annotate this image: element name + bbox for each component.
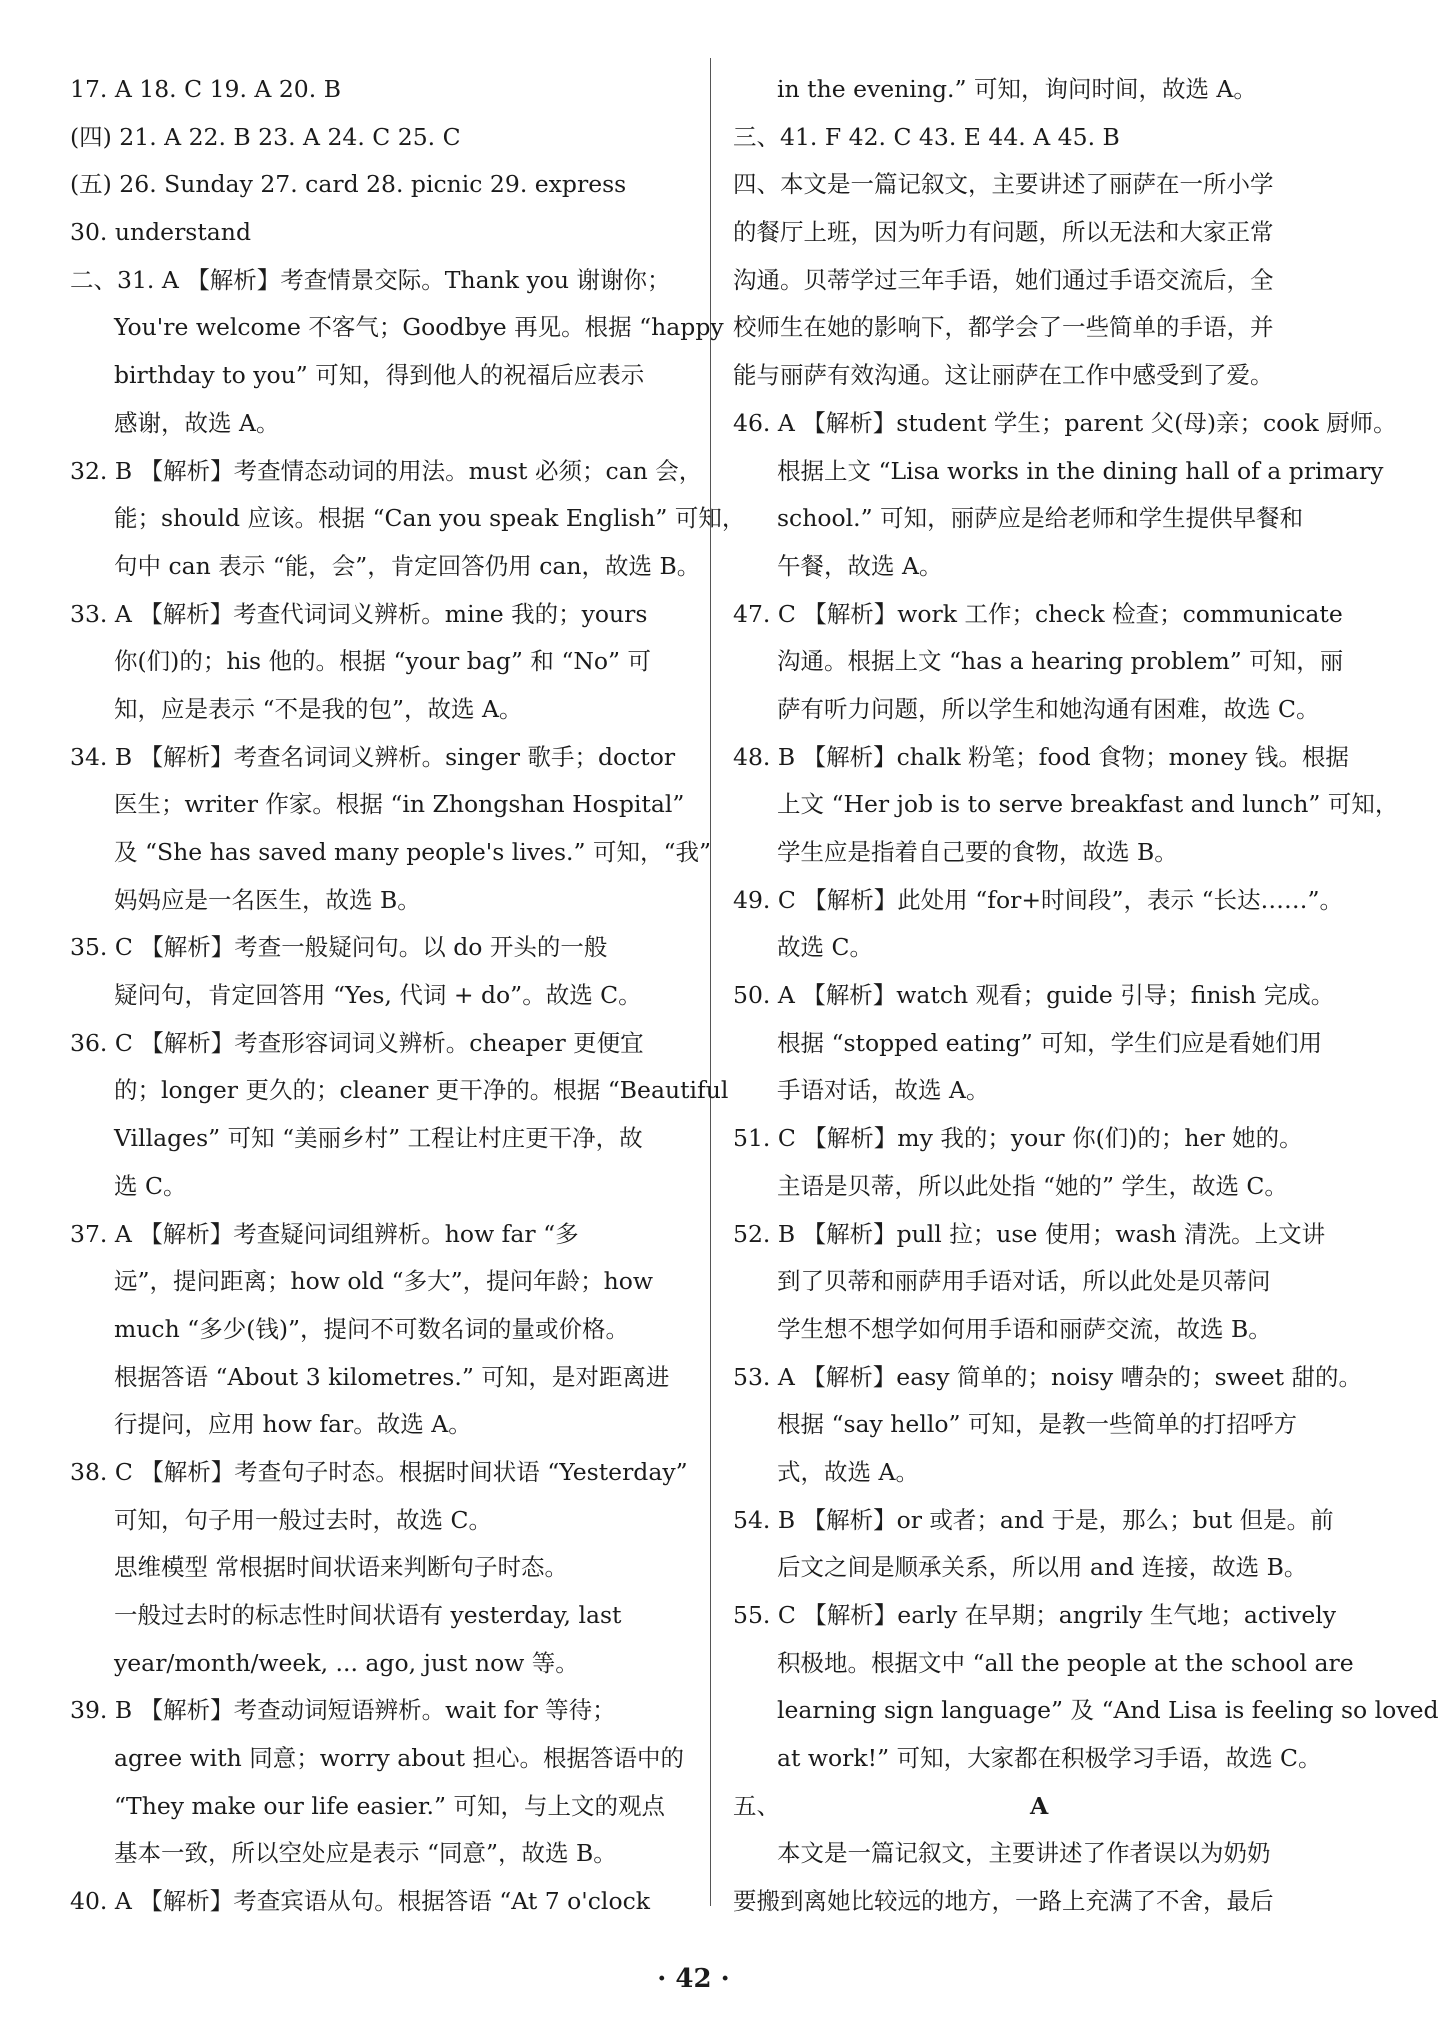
answer-line: 34. B 【解析】考查名词词义辨析。singer 歌手；doctor xyxy=(70,742,676,771)
answer-line: 故选 C。 xyxy=(777,933,873,962)
answer-line: 远”，提问距离；how old “多大”，提问年龄；how xyxy=(114,1267,653,1296)
answer-line: 47. C 【解析】work 工作；check 检查；communicate xyxy=(733,599,1343,628)
answer-line: 式，故选 A。 xyxy=(777,1457,919,1486)
answer-line: 49. C 【解析】此处用 “for+时间段”，表示 “长达……”。 xyxy=(733,885,1344,914)
answer-line: 的餐厅上班，因为听力有问题，所以无法和大家正常 xyxy=(733,218,1274,247)
answer-line: “They make our life easier.” 可知，与上文的观点 xyxy=(114,1791,665,1820)
answer-line: 的；longer 更久的；cleaner 更干净的。根据 “Beautiful xyxy=(114,1076,729,1105)
answer-line: 根据答语 “About 3 kilometres.” 可知，是对距离进 xyxy=(114,1362,670,1391)
answer-line: 基本一致，所以空处应是表示 “同意”，故选 B。 xyxy=(114,1839,617,1868)
answer-line: 要搬到离她比较远的地方，一路上充满了不舍，最后 xyxy=(733,1887,1274,1916)
answer-line: 到了贝蒂和丽萨用手语对话，所以此处是贝蒂问 xyxy=(777,1267,1271,1296)
answer-line: 沟通。贝蒂学过三年手语，她们通过手语交流后，全 xyxy=(733,265,1274,294)
answer-line: 上文 “Her job is to serve breakfast and lunch” 可知， xyxy=(777,790,1399,819)
answer-line: 积极地。根据文中 “all the people at the school are xyxy=(777,1648,1354,1677)
answer-line: 能与丽萨有效沟通。这让丽萨在工作中感受到了爱。 xyxy=(733,361,1274,390)
left-column xyxy=(70,66,746,1926)
answer-line: 疑问句，肯定回答用 “Yes, 代词 + do”。故选 C。 xyxy=(114,981,642,1010)
answer-line: year/month/week, ... ago, just now 等。 xyxy=(114,1648,579,1677)
answer-line: 根据上文 “Lisa works in the dining hall of a primary xyxy=(777,456,1384,485)
answer-line: 52. B 【解析】pull 拉；use 使用；wash 清洗。上文讲 xyxy=(733,1219,1326,1248)
answer-line: 33. A 【解析】考查代词词义辨析。mine 我的；yours xyxy=(70,599,648,628)
answer-line: 萨有听力问题，所以学生和她沟通有困难，故选 C。 xyxy=(777,694,1320,723)
answer-line: 感谢，故选 A。 xyxy=(114,408,280,437)
answer-line: 医生；writer 作家。根据 “in Zhongshan Hospital” xyxy=(114,790,685,819)
answer-line: 17. A 18. C 19. A 20. B xyxy=(70,75,341,103)
answer-line: birthday to you” 可知，得到他人的祝福后应表示 xyxy=(114,361,645,390)
answer-line: Villages” 可知 “美丽乡村” 工程让村庄更干净，故 xyxy=(114,1124,643,1153)
answer-line: 能；should 应该。根据 “Can you speak English” 可知， xyxy=(114,504,746,533)
answer-line: 51. C 【解析】my 我的；your 你(们)的；her 她的。 xyxy=(733,1124,1303,1153)
answer-line: 36. C 【解析】考查形容词词义辨析。cheaper 更便宜 xyxy=(70,1028,644,1057)
answer-line: 38. C 【解析】考查句子时态。根据时间状语 “Yesterday” xyxy=(70,1457,688,1486)
answer-line: 48. B 【解析】chalk 粉笔；food 食物；money 钱。根据 xyxy=(733,742,1349,771)
answer-line: 39. B 【解析】考查动词短语辨析。wait for 等待； xyxy=(70,1696,616,1725)
answer-line: You're welcome 不客气；Goodbye 再见。根据 “happy xyxy=(114,313,724,342)
answer-line: 四、本文是一篇记叙文，主要讲述了丽萨在一所小学 xyxy=(733,170,1274,199)
answer-line: 根据 “stopped eating” 可知，学生们应是看她们用 xyxy=(777,1028,1323,1057)
answer-line: 一般过去时的标志性时间状语有 yesterday, last xyxy=(114,1601,622,1629)
answer-line: much “多少(钱)”，提问不可数名词的量或价格。 xyxy=(114,1314,630,1343)
answer-line: 行提问，应用 how far。故选 A。 xyxy=(114,1410,472,1439)
answer-line: agree with 同意；worry about 担心。根据答语中的 xyxy=(114,1744,684,1773)
right-column xyxy=(733,66,1439,1926)
answer-line: (四) 21. A 22. B 23. A 24. C 25. C xyxy=(70,122,461,151)
answer-line: 后文之间是顺承关系，所以用 and 连接，故选 B。 xyxy=(777,1553,1308,1582)
answer-line: 午餐，故选 A。 xyxy=(777,551,943,580)
answer-line: 妈妈应是一名医生，故选 B。 xyxy=(114,885,421,914)
answer-line: 主语是贝蒂，所以此处指 “她的” 学生，故选 C。 xyxy=(777,1171,1288,1200)
answer-line: 32. B 【解析】考查情态动词的用法。must 必须；can 会， xyxy=(70,456,703,485)
section-five-label: 五、 xyxy=(733,1791,780,1820)
answer-line: 40. A 【解析】考查宾语从句。根据答语 “At 7 o'clock xyxy=(70,1887,650,1916)
section-five-heading xyxy=(733,1783,1357,1831)
answer-line: (五) 26. Sunday 27. card 28. picnic 29. express xyxy=(70,170,627,199)
answer-line: 你(们)的；his 他的。根据 “your bag” 和 “No” 可 xyxy=(114,647,652,676)
thinking-model-note: 思维模型 常根据时间状语来判断句子时态。 xyxy=(114,1553,568,1582)
answer-line: 知，应是表示 “不是我的包”，故选 A。 xyxy=(114,694,523,723)
answer-line: 50. A 【解析】watch 观看；guide 引导；finish 完成。 xyxy=(733,981,1335,1010)
answer-line: 54. B 【解析】or 或者；and 于是，那么；but 但是。前 xyxy=(733,1505,1334,1534)
answer-line: 校师生在她的影响下，都学会了一些简单的手语，并 xyxy=(733,313,1274,342)
answer-line: 及 “She has saved many people's lives.” 可知，“我” xyxy=(114,838,712,866)
answer-line: 二、31. A 【解析】考查情景交际。Thank you 谢谢你； xyxy=(70,265,671,294)
answer-line: 55. C 【解析】early 在早期；angrily 生气地；actively xyxy=(733,1601,1337,1629)
answer-line: 学生想不想学如何用手语和丽萨交流，故选 B。 xyxy=(777,1314,1272,1343)
answer-line: 沟通。根据上文 “has a hearing problem” 可知，丽 xyxy=(777,647,1344,676)
answer-line: 三、41. F 42. C 43. E 44. A 45. B xyxy=(733,122,1120,151)
answer-line: 根据 “say hello” 可知，是教一些简单的打招呼方 xyxy=(777,1410,1298,1439)
answer-line: school.” 可知，丽萨应是给老师和学生提供早餐和 xyxy=(777,504,1304,533)
answer-line: 句中 can 表示 “能，会”，肯定回答仍用 can，故选 B。 xyxy=(114,551,701,580)
answer-line: 选 C。 xyxy=(114,1171,187,1200)
answer-line: 35. C 【解析】考查一般疑问句。以 do 开头的一般 xyxy=(70,933,608,962)
answer-line: 本文是一篇记叙文，主要讲述了作者误以为奶奶 xyxy=(777,1839,1271,1868)
passage-a-label: A xyxy=(1030,1791,1049,1820)
answer-line: in the evening.” 可知，询问时间，故选 A。 xyxy=(777,75,1257,103)
answer-line: 可知，句子用一般过去时，故选 C。 xyxy=(114,1505,492,1534)
answer-line: 53. A 【解析】easy 简单的；noisy 嘈杂的；sweet 甜的。 xyxy=(733,1362,1363,1391)
answer-line: 37. A 【解析】考查疑问词组辨析。how far “多 xyxy=(70,1219,579,1248)
answer-line: 46. A 【解析】student 学生；parent 父(母)亲；cook 厨师。 xyxy=(733,408,1397,437)
answer-line: 30. understand xyxy=(70,218,251,247)
page-number: · 42 · xyxy=(657,1964,730,1994)
answer-line: learning sign language” 及 “And Lisa is feeling so loved xyxy=(777,1696,1439,1725)
answer-line: at work!” 可知，大家都在积极学习手语，故选 C。 xyxy=(777,1744,1322,1773)
answer-line: 手语对话，故选 A。 xyxy=(777,1076,990,1105)
answer-line: 学生应是指着自己要的食物，故选 B。 xyxy=(777,838,1178,866)
